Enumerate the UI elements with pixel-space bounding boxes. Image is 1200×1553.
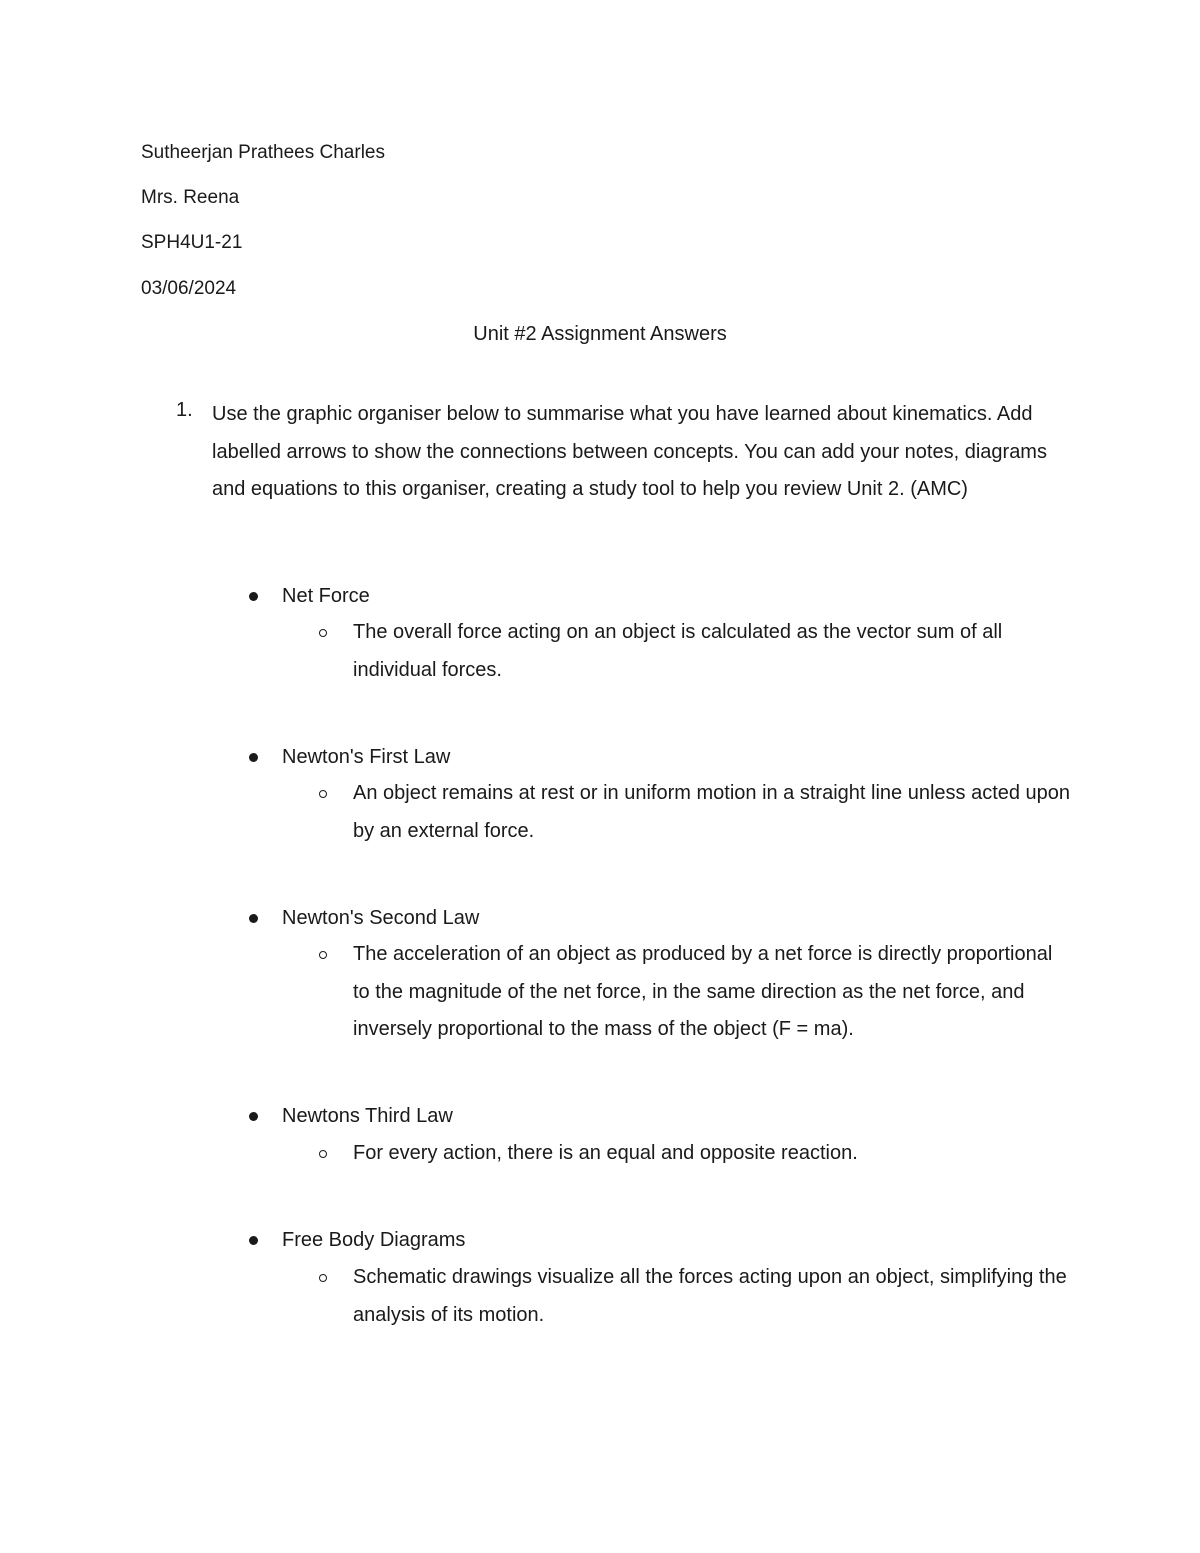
- bullet-dot: [249, 1236, 258, 1245]
- concept-detail-free-body: Schematic drawings visualize all the forces acting upon an object, simplifying the analysis of its motion.: [353, 1266, 1067, 1326]
- question-number: 1.: [176, 399, 193, 421]
- concept-label-third-law: Newtons Third Law: [282, 1105, 453, 1127]
- bullet-dot: [249, 1112, 258, 1121]
- concept-label-free-body: Free Body Diagrams: [282, 1229, 466, 1251]
- bullet-dot: [249, 753, 258, 762]
- sub-bullet-circle: [319, 629, 327, 637]
- student-name: Sutheerjan Prathees Charles: [141, 142, 385, 163]
- bullet-dot: [249, 914, 258, 923]
- sub-bullet-circle: [319, 790, 327, 798]
- course-code: SPH4U1-21: [141, 232, 243, 253]
- sub-bullet-circle: [319, 951, 327, 959]
- concept-detail-first-law: An object remains at rest or in uniform motion in a straight line unless acted upon by an external force.: [353, 782, 1071, 842]
- concept-label-first-law: Newton's First Law: [282, 746, 451, 768]
- sub-bullet-circle: [319, 1150, 327, 1158]
- concept-detail-second-law: The acceleration of an object as produced by a net force is directly proportional to the magnitude of the net force, in the same direction as the net force, and inversely proportional to the mass of the object (F = ma).: [353, 943, 1053, 1040]
- assignment-date: 03/06/2024: [141, 278, 237, 299]
- teacher-name: Mrs. Reena: [141, 187, 240, 208]
- page-title: Unit #2 Assignment Answers: [473, 323, 727, 345]
- sub-bullet-circle: [319, 1274, 327, 1282]
- concept-label-second-law: Newton's Second Law: [282, 907, 480, 929]
- concept-label-net-force: Net Force: [282, 585, 370, 607]
- concept-detail-net-force: The overall force acting on an object is calculated as the vector sum of all individual forces.: [353, 621, 1003, 681]
- concept-detail-third-law: For every action, there is an equal and opposite reaction.: [353, 1142, 858, 1164]
- bullet-dot: [249, 592, 258, 601]
- question-text: Use the graphic organiser below to summarise what you have learned about kinematics. Add labelled arrows to show the connections between concepts. You can add your notes, diagrams and equations to this organiser, creating a study tool to help you review Unit 2. (AMC): [212, 403, 1047, 500]
